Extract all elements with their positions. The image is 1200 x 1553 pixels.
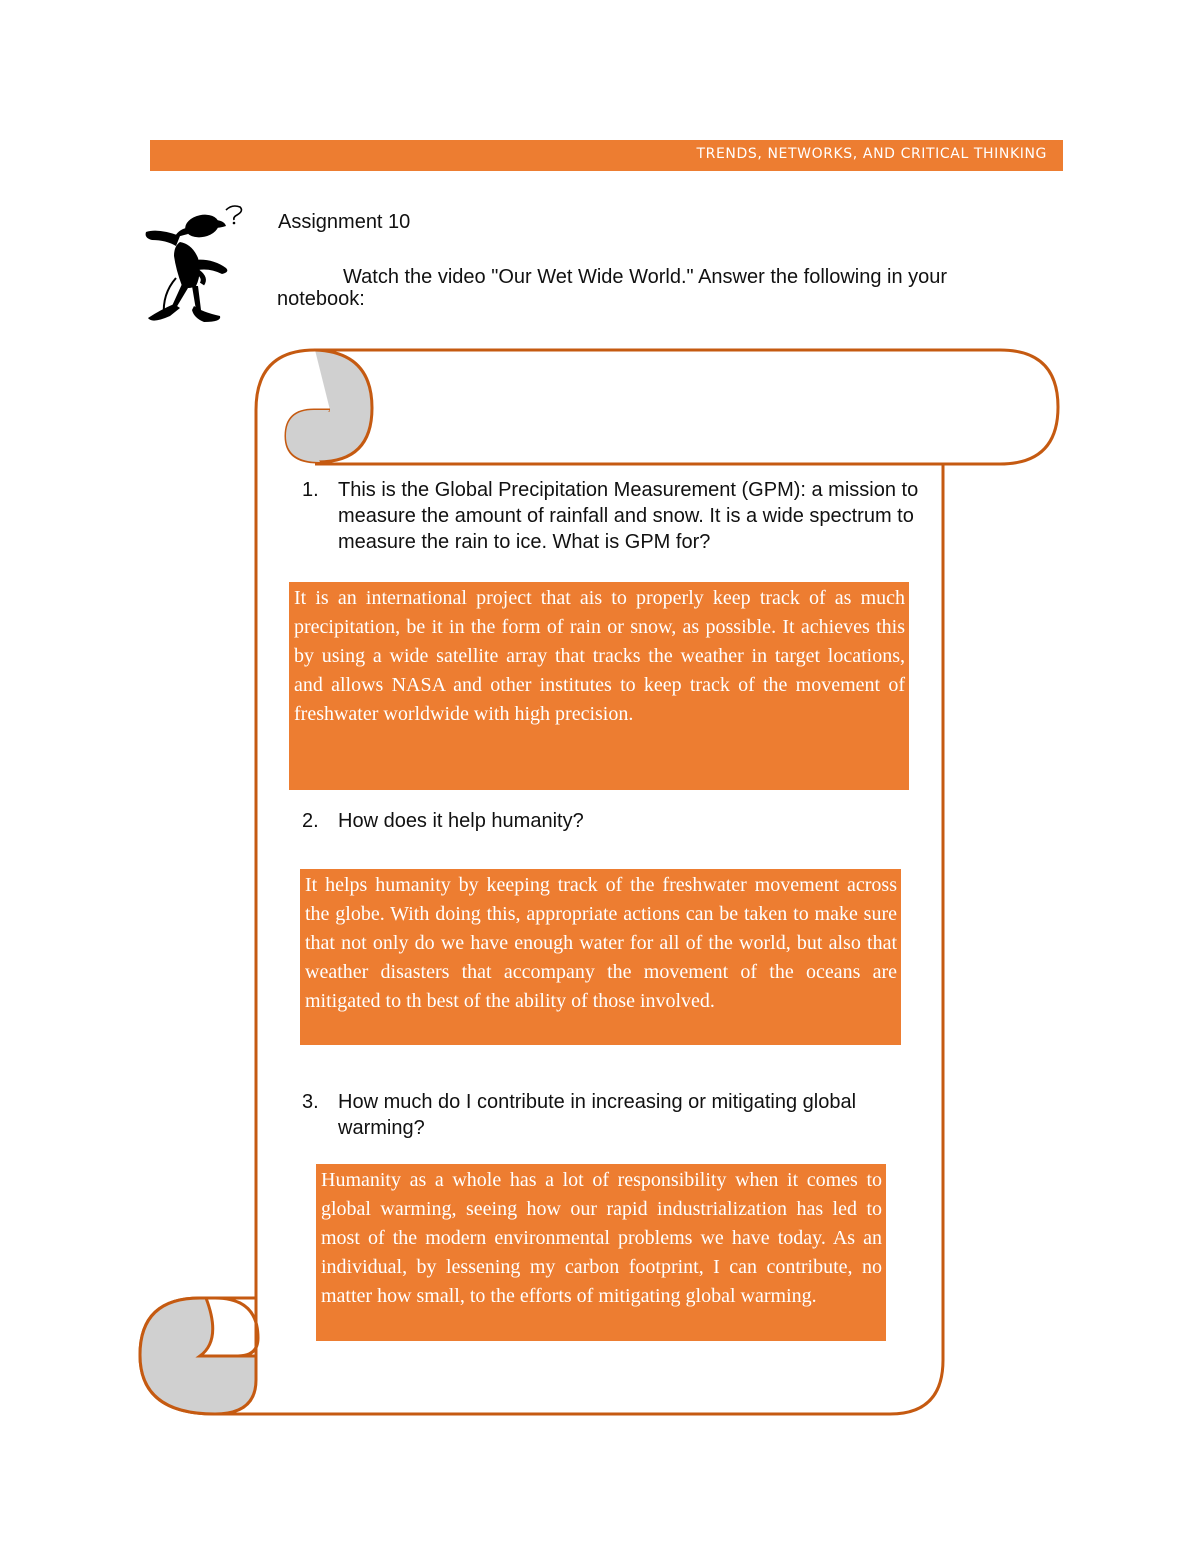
answer-text: Humanity as a whole has a lot of responsibility when it comes to global warming, seeing how our rapid industrialization has led to most of the modern environmental problems we have today. As an individual, by lessening my carbon footprint, I can contribute, no matter how small, to the efforts of mitigating global warming. (321, 1169, 882, 1307)
assignment-title: Assignment 10 (278, 211, 411, 233)
question-2 (302, 808, 922, 834)
answer-box-3 (316, 1164, 886, 1341)
instruction-text: Watch the video "Our Wet Wide World." Answer the following in your notebook: (277, 266, 948, 310)
answer-text: It is an international project that ais to properly keep track of as much precipitation, be it in the form of rain or snow, as possible. It achieves this by using a wide satellite array that tracks the weather in target locations, and allows NASA and other institutes to keep track of the movement of freshwater worldwide with high precision. (294, 587, 905, 725)
question-number: 3. (302, 1091, 319, 1113)
answer-box-1 (289, 582, 909, 790)
question-text: How does it help humanity? (338, 810, 584, 832)
question-number: 2. (302, 810, 319, 832)
answer-box-2 (300, 869, 901, 1045)
question-1 (302, 477, 947, 555)
question-number: 1. (302, 479, 319, 501)
question-3 (302, 1089, 902, 1141)
question-text: This is the Global Precipitation Measurement (GPM): a mission to measure the amount of rainfall and snow. It is a wide spectrum to measure the rain to ice. What is GPM for? (338, 479, 919, 553)
question-text: How much do I contribute in increasing or mitigating global warming? (338, 1091, 857, 1139)
header-title: TRENDS, NETWORKS, AND CRITICAL THINKING (696, 146, 1047, 162)
answer-text: It helps humanity by keeping track of the freshwater movement across the globe. With doing this, appropriate actions can be taken to make sure that not only do we have enough water for all of the world, but also that weather disasters that accompany the movement of the oceans are mitigated to th best of the ability of those involved. (305, 874, 897, 1012)
